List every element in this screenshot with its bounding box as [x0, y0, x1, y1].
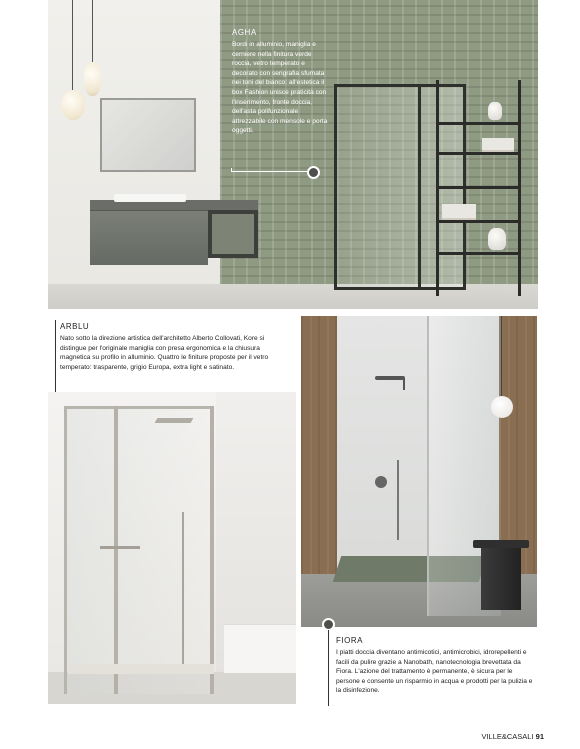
- pendant-cord: [92, 0, 93, 62]
- page-folio: [481, 732, 544, 741]
- shower-profile: [114, 406, 118, 694]
- caption-arblu: [60, 322, 292, 372]
- page-number: 91: [535, 732, 544, 741]
- rain-shower-head: [375, 376, 405, 380]
- shelf: [436, 152, 520, 155]
- folded-towel: [442, 204, 476, 220]
- stool-top: [473, 540, 529, 548]
- caption-title: AGHA: [232, 28, 257, 37]
- shower-valve: [375, 476, 387, 488]
- caption-title: FIORA: [336, 636, 363, 645]
- mirror: [100, 98, 196, 172]
- pendant-lamp: [491, 396, 513, 418]
- shelf: [436, 186, 520, 189]
- bench: [224, 624, 296, 673]
- rain-shower-head: [155, 418, 194, 423]
- caption-text: I piatti doccia diventano antimicotici, antimicrobici, idrorepellenti e facili da pulire grazie a Nanobath, nanotecnologia brevettata da Fiora. L'azione del trattamento è permanente, è sicura per le persone e consente un risparmio in acqua e prodotti per la pulizia e la disinfezione.: [336, 649, 533, 695]
- hand-shower: [397, 460, 399, 540]
- shelf: [436, 252, 520, 255]
- pendant-lamp: [61, 90, 85, 120]
- stool: [481, 548, 521, 610]
- sink: [114, 194, 186, 202]
- shower-glass: [64, 406, 214, 694]
- caption-title: ARBLU: [60, 322, 90, 331]
- shower-arm: [403, 378, 405, 390]
- shower-profile: [418, 84, 421, 290]
- photo-fiora-shower: [301, 316, 537, 627]
- vanity-open-shelf: [208, 210, 258, 258]
- shower-profile: [210, 406, 214, 694]
- shelf: [436, 220, 520, 223]
- vanity-cabinet: [90, 210, 208, 265]
- door-handle: [100, 546, 120, 549]
- shelf: [436, 122, 520, 125]
- pendant-cord: [501, 316, 502, 396]
- caption-pointer-line: [231, 171, 311, 172]
- pendant-lamp: [84, 62, 101, 96]
- door-handle: [120, 546, 140, 549]
- pendant-cord: [72, 0, 73, 90]
- shower-rail: [182, 512, 184, 672]
- caption-rule: [328, 630, 329, 706]
- vase: [488, 228, 506, 250]
- caption-text: Bordi in alluminio, maniglia e cerniere nella finitura verde roccia, vetro temperato e decorato con serigrafia sfumata nei toni del bianco: all'estetica il box Fashion unisce praticità con l'inserimento, fronte doccia, dell'asta polifunzionale attrezzabile con mensole e porta oggetti.: [232, 41, 328, 135]
- vase: [488, 102, 502, 120]
- caption-text: Nato sotto la direzione artistica dell'architetto Alberto Collovati, Kore si distingue per l'originale maniglia con presa ergonomica e la chiusura magnetica su profilo in alluminio. Quattro le finiture proposte per il vetro temperato: trasparente, grigio Europa, extra light e satinato.: [60, 335, 269, 371]
- caption-rule: [55, 320, 56, 394]
- pointer-dot: [307, 166, 320, 179]
- photo-arblu-shower: [48, 392, 296, 704]
- photo-agha-bathroom: [48, 0, 538, 309]
- shower-tray: [68, 664, 214, 674]
- folded-towel: [482, 138, 514, 152]
- caption-agha: [232, 28, 328, 136]
- magazine-name: VILLE&CASALI: [481, 732, 534, 741]
- caption-fiora: [336, 636, 536, 696]
